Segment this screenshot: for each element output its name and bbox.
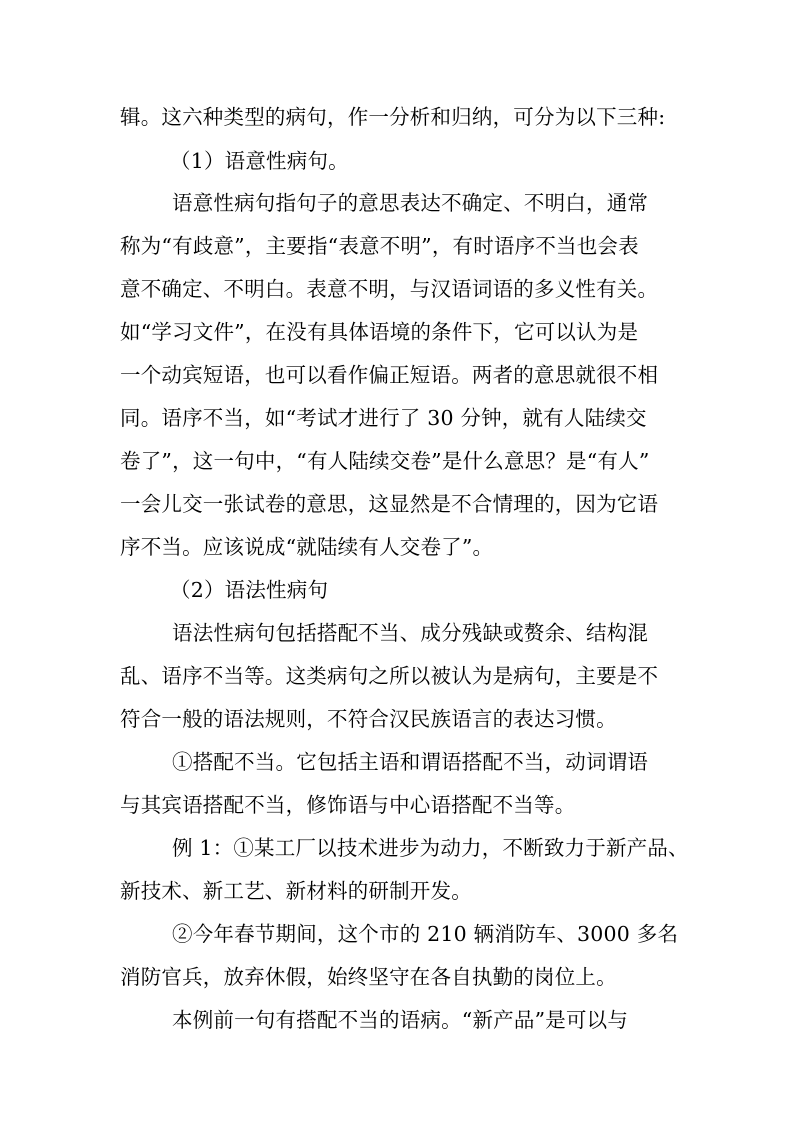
example-line: 例 1：①某工厂以技术进步为动力，不断致力于新产品、 xyxy=(172,836,689,860)
text-line: 符合一般的语法规则，不符合汉民族语言的表达习惯。 xyxy=(120,707,617,731)
text-line: 称为“有歧意”，主要指“表意不明”，有时语序不当也会表 xyxy=(120,234,639,258)
section-heading: （1）语意性病句。 xyxy=(170,149,349,173)
text-line: 新技术、新工艺、新材料的研制开发。 xyxy=(120,879,472,903)
text-line: 意不确定、不明白。表意不明，与汉语词语的多义性有关。 xyxy=(120,277,659,301)
text-line: 一个动宾短语，也可以看作偏正短语。两者的意思就很不相 xyxy=(120,363,659,387)
text-line: 序不当。应该说成“就陆续有人交卷了”。 xyxy=(120,535,494,559)
text-line: 语意性病句指句子的意思表达不确定、不明白，通常 xyxy=(172,191,649,215)
section-heading: （2）语法性病句 xyxy=(170,578,329,602)
text-line: 本例前一句有搭配不当的语病。“新产品”是可以与 xyxy=(172,1008,629,1032)
text-line: 与其宾语搭配不当，修饰语与中心语搭配不当等。 xyxy=(120,793,576,817)
text-line: 一会儿交一张试卷的意思，这显然是不合情理的，因为它语 xyxy=(120,492,659,516)
text-line: 乱、语序不当等。这类病句之所以被认为是病句，主要是不 xyxy=(120,664,659,688)
text-line: 如“学习文件”，在没有具体语境的条件下，它可以认为是 xyxy=(120,320,639,344)
text-line: ①搭配不当。它包括主语和谓语搭配不当，动词谓语 xyxy=(172,750,649,774)
text-line: 卷了”，这一句中，“有人陆续交卷”是什么意思？是“有人” xyxy=(120,449,650,473)
text-line: 消防官兵，放弃休假，始终坚守在各自执勤的岗位上。 xyxy=(120,965,617,989)
example-line: ②今年春节期间，这个市的 210 辆消防车、3000 多名 xyxy=(172,922,679,946)
text-line: 语法性病句包括搭配不当、成分残缺或赘余、结构混 xyxy=(172,621,649,645)
text-line: 辑。这六种类型的病句，作一分析和归纳，可分为以下三种: xyxy=(120,105,666,129)
text-line: 同。语序不当，如“考试才进行了 30 分钟，就有人陆续交 xyxy=(120,406,647,430)
